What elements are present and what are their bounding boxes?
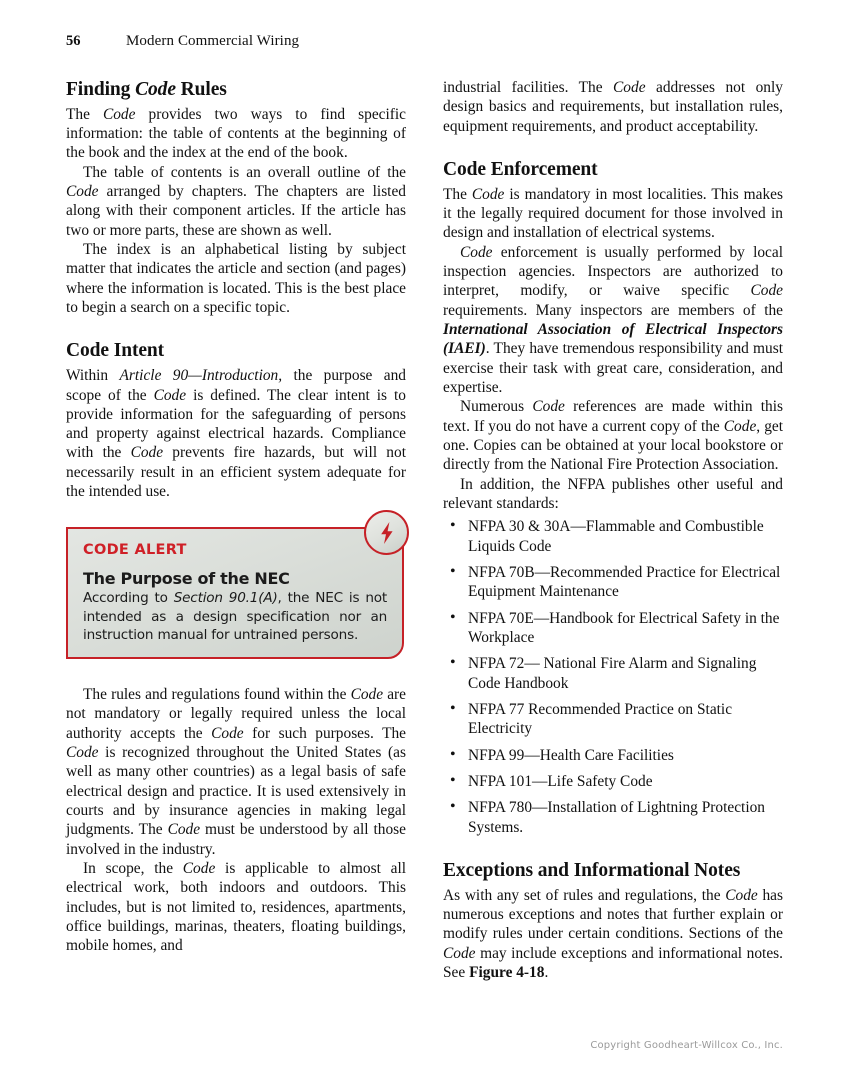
paragraph-rules-not-mandatory: The rules and regulations found within the Code are not mandatory or legally required unless the local authority accepts the Code for such purposes. The Code is recognized throughout the United States (as well as many other countries) as a legal basis of safe electrical design and practice. It is used extensively in courts and by insurance agencies in making legal judgments. The Code must be understood by all those involved in the industry.: [66, 686, 407, 858]
lightning-bolt-icon: [364, 510, 409, 555]
list-item: • NFPA 77 Recommended Practice on Static Electricity: [443, 700, 783, 739]
paragraph-industrial-facilities: industrial facilities. The Code addresses not only design basics and requirements, but installation rules, equipment requirements, and product acceptability.: [443, 79, 783, 135]
heading-finding-code-rules: Finding Code Rules: [66, 79, 227, 100]
paragraph-exceptions-notes: As with any set of rules and regulations, the Code has numerous exceptions and notes that further explain or modify rules under certain conditions. Sections of the Code may include exceptions and informational notes. See Figure 4-18.: [443, 886, 783, 982]
heading-exceptions-informational-notes: Exceptions and Informational Notes: [443, 859, 741, 881]
list-item: • NFPA 70E—Handbook for Electrical Safety in the Workplace: [443, 609, 783, 648]
heading-code-intent: Code Intent: [66, 340, 165, 362]
paragraph-find-specific-info: The Code provides two ways to find specific information: the table of contents at the beginning of the book and the index at the end of the book.: [66, 105, 406, 162]
list-item: • NFPA 101—Life Safety Code: [443, 772, 783, 791]
paragraph-table-of-contents: The table of contents is an overall outline of the Code arranged by chapters. The chapters are listed along with their component articles. If the article has two or more parts, these are shown as well.: [66, 163, 406, 239]
heading-code-enforcement: Code Enforcement: [443, 158, 598, 180]
right-column: [443, 78, 783, 982]
paragraph-nfpa-standards-intro: In addition, the NFPA publishes other useful and relevant standards:: [443, 475, 783, 513]
paragraph-numerous-code-references: Numerous Code references are made within this text. If you do not have a current copy of the Code, get one. Copies can be obtained at your local bookstore or directly from the National Fire Protection Association.: [443, 398, 784, 474]
list-item: • NFPA 72— National Fire Alarm and Signaling Code Handbook: [443, 654, 783, 693]
list-item: • NFPA 70B—Recommended Practice for Electrical Equipment Maintenance: [443, 563, 783, 602]
code-alert-label: CODE ALERT: [83, 542, 187, 559]
page-number: 56: [66, 33, 81, 49]
left-column: [66, 78, 406, 956]
paragraph-scope-applicability: In scope, the Code is applicable to almost all electrical work, both indoors and outdoors. This includes, but is not limited to, residences, apartments, office buildings, marinas, theaters, floating buildings, mobile homes, and: [66, 860, 406, 955]
page-body: [66, 78, 783, 1018]
running-head: [66, 33, 299, 50]
nfpa-standards-list: [443, 517, 783, 837]
code-alert-body: According to Section 90.1(A), the NEC is not intended as a design specification nor an instruction manual for untrained persons.: [83, 590, 387, 643]
footer-copyright: Copyright Goodheart-Willcox Co., Inc.: [590, 1040, 783, 1051]
code-alert-callout: [66, 527, 404, 659]
paragraph-article-90-intro: Within Article 90—Introduction, the purpose and scope of the Code is defined. The clear intent is to provide information for the safeguarding of persons and property against electrical hazards. Compliance with the Code prevents fire hazards, but will not necessarily result in an efficient system adequate for the intended use.: [66, 367, 407, 501]
paragraph-code-mandatory: The Code is mandatory in most localities. This makes it the legally required document for those involved in design and installation of electrical systems.: [443, 185, 783, 242]
book-title: Modern Commercial Wiring: [126, 33, 300, 49]
list-item: • NFPA 99—Health Care Facilities: [443, 746, 783, 765]
list-item: • NFPA 780—Installation of Lightning Protection Systems.: [443, 798, 783, 837]
paragraph-code-enforcement-inspectors: Code enforcement is usually performed by local inspection agencies. Inspectors are authorized to interpret, modify, or waive specific Code requirements. Many inspectors are members of the International Association of Electrical Inspectors (IAEI). They have tremendous responsibility and must exercise their task with great care, consideration, and expertise.: [443, 243, 783, 397]
paragraph-index-listing: The index is an alphabetical listing by subject matter that indicates the article and section (and pages) where the information is located. This is the best place to begin a search on a specific topic.: [66, 241, 406, 317]
code-alert-title: The Purpose of the NEC: [83, 569, 290, 589]
list-item: • NFPA 30 & 30A—Flammable and Combustible Liquids Code: [443, 517, 783, 556]
